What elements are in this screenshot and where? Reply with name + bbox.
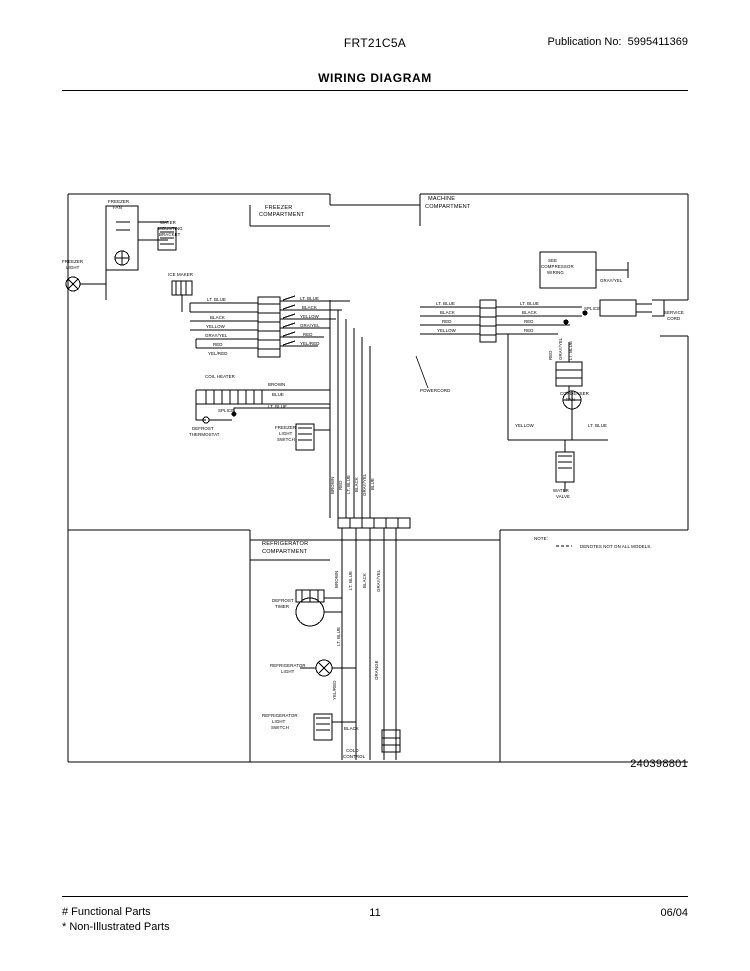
wire-label-brown-2: BROWN	[330, 476, 335, 494]
wire-label-black-3: BLACK	[440, 310, 455, 315]
wire-label-gray-yel-5: GRAY/YEL	[376, 569, 381, 592]
label-defrost-thermostat-1: DEFROST	[192, 426, 214, 431]
label-cold-control-1: COLD	[346, 748, 359, 753]
revision-date: 06/04	[660, 907, 688, 919]
non-illustrated-parts-note: * Non-Illustrated Parts	[62, 921, 170, 933]
label-water-bracket-2: MOUNTING	[158, 226, 183, 231]
label-cold-control-2: CONTROL	[343, 754, 366, 759]
label-freezer-light-1: FREEZER	[62, 259, 84, 264]
wire-label-gray-yel-1: GRAY/YEL	[205, 333, 228, 338]
wire-label-red-2: RED	[303, 332, 313, 337]
wire-label-yel-red-3: YEL/RED	[332, 680, 337, 700]
wire-label-red-6: RED	[548, 350, 553, 360]
publication-label: Publication No:	[547, 36, 622, 48]
wire-label-lt-blue-1: LT. BLUE	[207, 297, 227, 302]
wire-label-gray-yel-3: GRAY/YEL	[558, 337, 563, 360]
wire-label-yellow-4: YELLOW	[515, 423, 534, 428]
wire-label-lt-blue-4: LT. BLUE	[520, 301, 540, 306]
label-freezer-fan-2: FAN	[113, 205, 122, 210]
wire-label-brown-1: BROWN	[268, 382, 286, 387]
wire-label-lt-blue-9: LT. BLUE	[348, 570, 353, 590]
wire-label-red-3: RED	[442, 319, 452, 324]
wire-label-lt-blue-6: LT. BLUE	[588, 423, 608, 428]
label-refrigerator-light-switch-1: REFRIGERATOR	[262, 713, 298, 718]
wire-label-blue-1: BLUE	[272, 392, 284, 397]
publication-value: 5995411369	[627, 36, 688, 48]
wire-label-black-1: BLACK	[210, 315, 225, 320]
label-freezer-light-switch-1: FREEZER	[275, 425, 297, 430]
wire-label-red-1: RED	[213, 342, 223, 347]
wire-label-black-6: BLACK	[362, 573, 367, 588]
label-freezer-fan-1: FREEZER	[108, 199, 130, 204]
label-refrigerator-light-1: REFRIGERATOR	[270, 663, 306, 668]
label-water-bracket-3: BRACKET	[159, 232, 181, 237]
label-see-compressor-3: WIRING	[547, 270, 564, 275]
label-splice-2: SPLICE	[584, 306, 601, 311]
note-text: DENOTES NOT ON ALL MODELS.	[580, 544, 652, 549]
wire-label-black-5: BLACK	[354, 477, 359, 492]
note-label: NOTE:	[534, 536, 548, 541]
wire-label-lt-blue-5: LT. BLUE	[568, 340, 573, 360]
label-condenser-fan-2: FAN	[566, 397, 575, 402]
label-refrigerator-compartment-1: REFRIGERATOR	[262, 541, 309, 547]
label-condenser-fan-1: CONDENSER	[560, 391, 589, 396]
label-machine-compartment-2: COMPARTMENT	[425, 204, 471, 210]
page-number: 11	[369, 907, 381, 919]
label-water-bracket-1: WATER	[160, 220, 176, 225]
wire-label-lt-blue-8: LT. BLUE	[346, 474, 351, 494]
label-defrost-timer-2: TIMER	[275, 604, 290, 609]
wire-label-yellow-1: YELLOW	[206, 324, 225, 329]
wire-label-yel-red-2: YEL/RED	[300, 341, 320, 346]
wire-label-black-7: BLACK	[344, 726, 359, 731]
model-number: FRT21C5A	[343, 36, 407, 50]
label-see-compressor-2: COMPRESSOR	[541, 264, 574, 269]
label-defrost-timer-1: DEFROST	[272, 598, 294, 603]
label-refrigerator-light-2: LIGHT	[281, 669, 295, 674]
wire-label-lt-blue-7: LT. BLUE	[268, 404, 288, 409]
wire-label-red-5: RED	[524, 328, 534, 333]
wire-label-blue-2: BLUE	[370, 478, 375, 490]
label-ice-maker: ICE MAKER	[168, 272, 194, 277]
wire-label-yel-red-1: YEL/RED	[208, 351, 228, 356]
wire-label-gra-yel-2: GRA/YEL	[300, 323, 320, 328]
label-freezer-light-switch-2: LIGHT	[279, 431, 293, 436]
wire-label-lt-blue-10: LT. BLUE	[336, 626, 341, 646]
wire-label-lt-blue-2: LT. BLUE	[300, 296, 320, 301]
label-splice-1: SPLICE	[218, 408, 235, 413]
wire-label-brown-3: BROWN	[334, 570, 339, 588]
part-number: 240398801	[630, 758, 688, 770]
label-see-compressor-1: SEE	[548, 258, 558, 263]
label-refrigerator-compartment-2: COMPARTMENT	[262, 549, 308, 555]
wire-label-gray-yel-4: GRAY/YEL	[362, 473, 367, 496]
label-freezer-light-switch-3: SWITCH	[277, 437, 295, 442]
wire-label-black-2: BLACK	[302, 305, 317, 310]
label-service-cord-1: SERVICE	[664, 310, 684, 315]
label-freezer-compartment-1: FREEZER	[265, 205, 293, 211]
wire-label-yellow-3: YELLOW	[437, 328, 456, 333]
wire-label-yellow-2: YELLOW	[300, 314, 319, 319]
wire-label-red-7: RED	[338, 480, 343, 490]
functional-parts-note: # Functional Parts	[62, 906, 151, 918]
label-freezer-light-2: LIGHT	[66, 265, 80, 270]
label-water-valve-1: WATER	[553, 488, 569, 493]
wire-label-black-4: BLACK	[522, 310, 537, 315]
wire-label-gray-yel-2: GRAY/YEL	[600, 278, 623, 283]
label-defrost-thermostat-2: THERMOSTAT	[189, 432, 220, 437]
label-refrigerator-light-switch-2: LIGHT	[272, 719, 286, 724]
label-water-valve-2: VALVE	[556, 494, 571, 499]
wire-label-red-4: RED	[524, 319, 534, 324]
label-machine-compartment-1: MACHINE	[428, 196, 456, 202]
wire-label-lt-blue-3: LT. BLUE	[436, 301, 456, 306]
label-refrigerator-light-switch-3: SWITCH	[271, 725, 289, 730]
label-service-cord-2: CORD	[667, 316, 681, 321]
label-power-cord: POWERCORD	[420, 388, 451, 393]
wire-label-orange-1: ORANGE	[374, 660, 379, 680]
label-freezer-compartment-2: COMPARTMENT	[259, 212, 305, 218]
label-coil-heater: COIL HEATER	[205, 374, 235, 379]
page-title: WIRING DIAGRAM	[318, 71, 432, 85]
